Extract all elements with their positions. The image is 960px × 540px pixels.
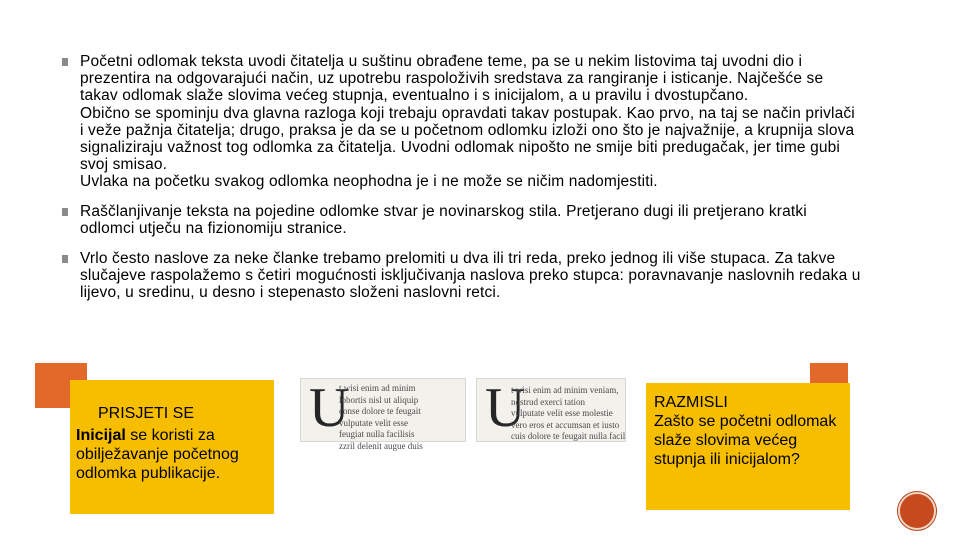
- accent-square-top: [810, 363, 848, 383]
- bullet-list: [62, 53, 862, 302]
- dropcap-initial: U: [309, 377, 350, 439]
- bullet-item: [62, 53, 862, 191]
- think-card: [646, 383, 850, 510]
- bullet-marker: [62, 255, 68, 263]
- remember-term: Inicijal: [76, 427, 126, 444]
- bullet-marker: [62, 208, 68, 216]
- think-heading: RAZMISLI: [654, 394, 728, 411]
- remember-text: [76, 426, 272, 483]
- bullet-paragraph: Uvlaka na početku svakog odlomka neophodna je i ne može se ničim nadomjestiti.: [80, 173, 658, 191]
- dropcap-example-image: [476, 378, 626, 442]
- dropcap-example-image: [300, 377, 466, 451]
- bullet-paragraph: Raščlanjivanje teksta na pojedine odlomke stvar je novinarskog stila. Pretjerano dugi ili pretjerano kratki odlomci utječu na fizionomiju stranice.: [80, 202, 807, 237]
- bullet-marker: [62, 58, 68, 66]
- bullet-paragraph: Obično se spominju dva glavna razloga koji trebaju opravdati takav postupak. Kao prvo, na taj se način privlači i veže pažnja čitatelja; drugo, praksa je da se u početnom odlomku izloži ono što je najvažnije, a krupnija slova signaliziraju važnost tog odlomka za čitatelja. Uvodni odlomak nipošto ne smije biti predugačak, jer time gubi svoj smisao.: [80, 104, 855, 174]
- remember-body: se koristi za obilježavanje početnog odlomka publikacije.: [76, 427, 239, 482]
- remember-heading: PRISJETI SE: [98, 405, 195, 422]
- think-question: Zašto se početni odlomak slaže slovima većeg stupnja ili inicijalom?: [654, 413, 837, 468]
- bullet-item: [62, 203, 862, 237]
- bullet-paragraph: Početni odlomak teksta uvodi čitatelja u suštinu obrađene teme, pa se u nekim listovima taj uvodni dio i prezentira na odgovarajući način, uz upotrebu raspoloživih sredstava za rangiranje i isticanje. Najčešće se takav odlomak slaže slovima većeg stupnja, eventualno i s inicijalom, a u pravilu i dvostupčano.: [80, 53, 824, 105]
- dropcap-initial: U: [485, 377, 526, 439]
- page-number-badge: [898, 492, 936, 530]
- think-text: [654, 393, 844, 469]
- remember-card: [70, 380, 274, 514]
- dropcap-sample-text: t wisi enim ad minim lobortis nisl ut aliquip conse dolore te feugait vulputate velit esse feugiat nulla facilisis zzril delenit augue duis: [339, 383, 423, 451]
- bullet-item: [62, 250, 862, 302]
- bullet-paragraph: Vrlo često naslove za neke članke trebamo prelomiti u dva ili tri reda, preko jednog ili više stupaca. Za takve slučajeve raspolažemo s četiri mogućnosti isključivanja naslova preko stupca: poravnavanje naslovnih redaka u lijevo, u sredinu, u desno i stepenasto složeni naslovni retci.: [80, 250, 861, 302]
- dropcap-sample-text: t wisi enim ad minim veniam, nostrud exerci tation vulputate velit esse molestie vero eros et accumsan et iusto cuis dolore te feugait nulla facil: [511, 385, 626, 441]
